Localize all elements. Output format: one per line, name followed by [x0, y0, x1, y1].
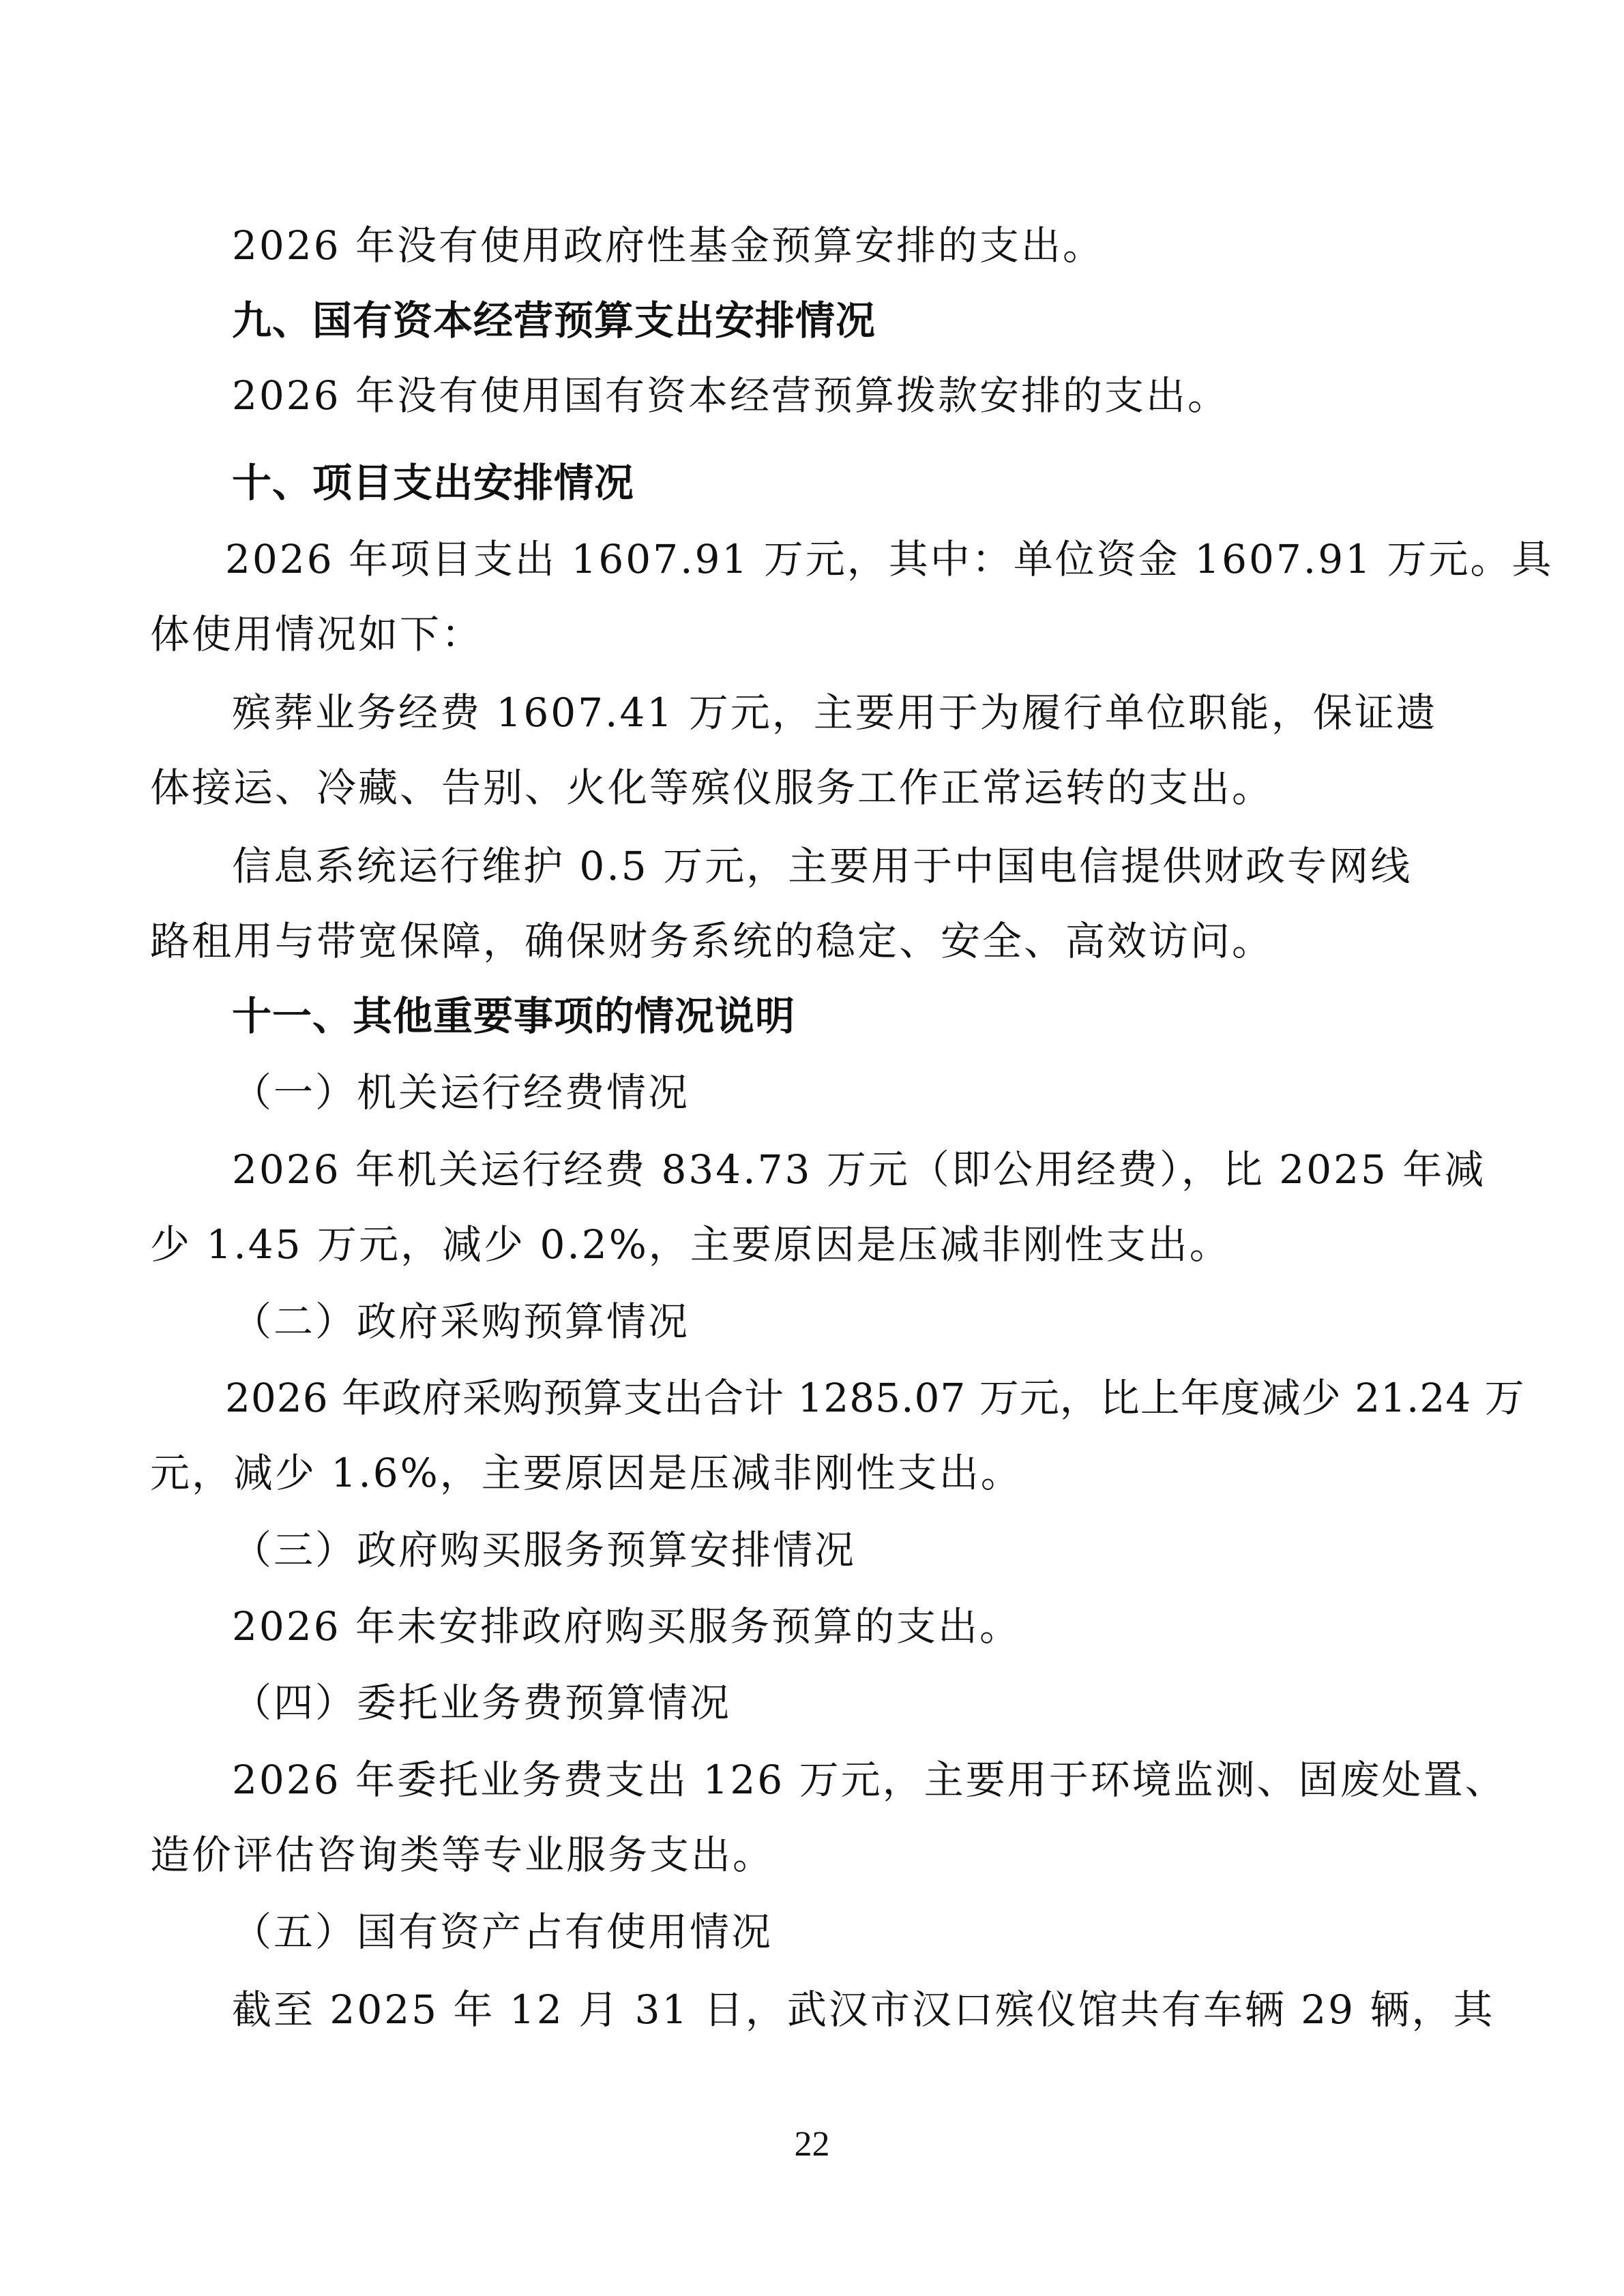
paragraph-line: 2026 年没有使用国有资本经营预算拨款安排的支出。	[232, 372, 1230, 419]
subsection-heading: （四）委托业务费预算情况	[232, 1680, 732, 1726]
subsection-heading: （三）政府购买服务预算安排情况	[232, 1527, 857, 1573]
subsection-heading: （一）机关运行经费情况	[232, 1069, 690, 1116]
paragraph-line: 殡葬业务经费 1607.41 万元，主要用于为履行单位职能，保证遗	[232, 689, 1438, 736]
paragraph-line: 体使用情况如下：	[150, 611, 484, 657]
paragraph-line: 信息系统运行维护 0.5 万元，主要用于中国电信提供财政专网线	[232, 843, 1413, 889]
paragraph-line: 2026 年委托业务费支出 126 万元，主要用于环境监测、固废处置、	[232, 1757, 1507, 1803]
paragraph-line: 2026 年项目支出 1607.91 万元，其中：单位资金 1607.91 万元。具	[225, 536, 1554, 582]
paragraph-line: 2026 年没有使用政府性基金预算安排的支出。	[232, 222, 1105, 269]
page-number: 22	[794, 2125, 830, 2164]
section-heading: 十、项目支出安排情况	[232, 460, 635, 506]
paragraph-line: 2026 年未安排政府购买服务预算的支出。	[232, 1603, 1022, 1650]
paragraph-line: 2026 年政府采购预算支出合计 1285.07 万元，比上年度减少 21.24 万	[225, 1375, 1525, 1421]
paragraph-line: 少 1.45 万元，减少 0.2%，主要原因是压减非刚性支出。	[150, 1221, 1231, 1268]
paragraph-line: 造价评估咨询类等专业服务支出。	[150, 1832, 775, 1878]
paragraph-line: 路租用与带宽保障，确保财务系统的稳定、安全、高效访问。	[150, 918, 1274, 964]
section-heading: 十一、其他重要事项的情况说明	[232, 993, 796, 1039]
paragraph-line: 截至 2025 年 12 月 31 日，武汉市汉口殡仪馆共有车辆 29 辆，其	[232, 1986, 1495, 2033]
section-heading: 九、国有资本经营预算支出安排情况	[232, 297, 876, 344]
paragraph-line: 元，减少 1.6%，主要原因是压减非刚性支出。	[150, 1450, 1022, 1496]
paragraph-line: 2026 年机关运行经费 834.73 万元（即公用经费），比 2025 年减	[232, 1146, 1486, 1193]
paragraph-line: 体接运、冷藏、告别、火化等殡仪服务工作正常运转的支出。	[150, 764, 1274, 811]
subsection-heading: （五）国有资产占有使用情况	[232, 1909, 773, 1955]
subsection-heading: （二）政府采购预算情况	[232, 1298, 690, 1345]
